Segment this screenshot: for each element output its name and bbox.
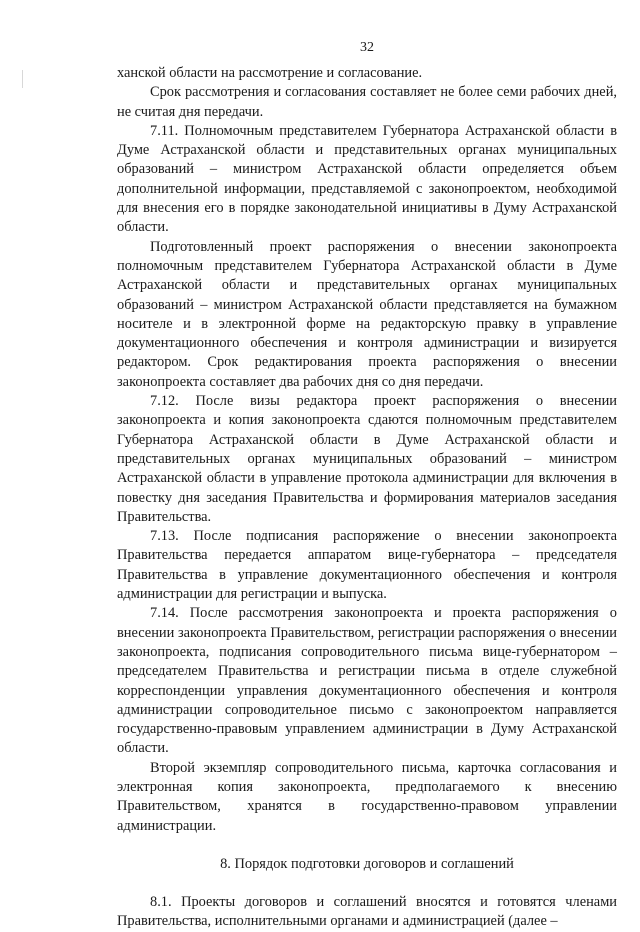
document-body	[117, 64, 617, 932]
paragraph-7-12: 7.12. После визы редактора проект распоряжения о внесении законопроекта и копия законопроекта сдаются полномочным представителем Губернатора Астраханской области в Думе Астраханской области и представительных органах муниципальных образований – министром Астраханской области в управление протокола администрации для включения в повестку дня заседания Правительства и формирования материалов заседания Правительства.	[117, 393, 617, 525]
paragraph-7-11: 7.11. Полномочным представителем Губернатора Астраханской области в Думе Астраханской области и представительных органах муниципальных образований – министром Астраханской области определяется объем дополнительной информации, представляемой с законопроектом, необходимой для внесения его в порядке законодательной инициативы в Думу Астраханской области.	[117, 122, 617, 236]
page-number: 32	[360, 40, 374, 55]
paragraph-continuation: ханской области на рассмотрение и согласование.	[117, 65, 423, 81]
paragraph-8-1: 8.1. Проекты договоров и соглашений вносятся и готовятся членами Правительства, исполнительными органами и администрацией (далее –	[117, 894, 617, 930]
scan-margin-mark	[22, 70, 23, 88]
paragraph-7-14: 7.14. После рассмотрения законопроекта и проекта распоряжения о внесении законопроекта Правительством, регистрации распоряжения о внесении законопроекта, подписания сопроводительного письма вице-губернатором – председателем Правительства и регистрации письма в отделе служебной корреспонденции управления документационного обеспечения и контроля администрации сопроводительное письмо с законопроектом направляется государственно-правовым управлением администрации в Думу Астраханской области.	[117, 605, 617, 757]
section-heading: 8. Порядок подготовки договоров и соглашений	[220, 855, 514, 872]
paragraph-draft-order: Подготовленный проект распоряжения о внесении законопроекта полномочным представителем Губернатора Астраханской области в Думе Астраханской области и представительных органах муниципальных образований – министром Астраханской области представляется на бумажном носителе и в электронной форме на редакторскую правку в управление документационного обеспечения и контроля администрации и визируется редактором. Срок редактирования проекта распоряжения о внесении законопроекта составляет два рабочих дня со дня передачи.	[117, 238, 617, 390]
paragraph-second-copy: Второй экземпляр сопроводительного письма, карточка согласования и электронная копия законопроекта, предполагаемого к внесению Правительством, хранятся в государственно-правовом управлении администрации.	[117, 759, 617, 834]
paragraph-7-13: 7.13. После подписания распоряжение о внесении законопроекта Правительства передается аппаратом вице-губернатора – председателя Правительства в управление документационного обеспечения и контроля администрации для регистрации и выпуска.	[117, 528, 617, 603]
paragraph-review-term: Срок рассмотрения и согласования составляет не более семи рабочих дней, не считая дня передачи.	[117, 84, 617, 120]
